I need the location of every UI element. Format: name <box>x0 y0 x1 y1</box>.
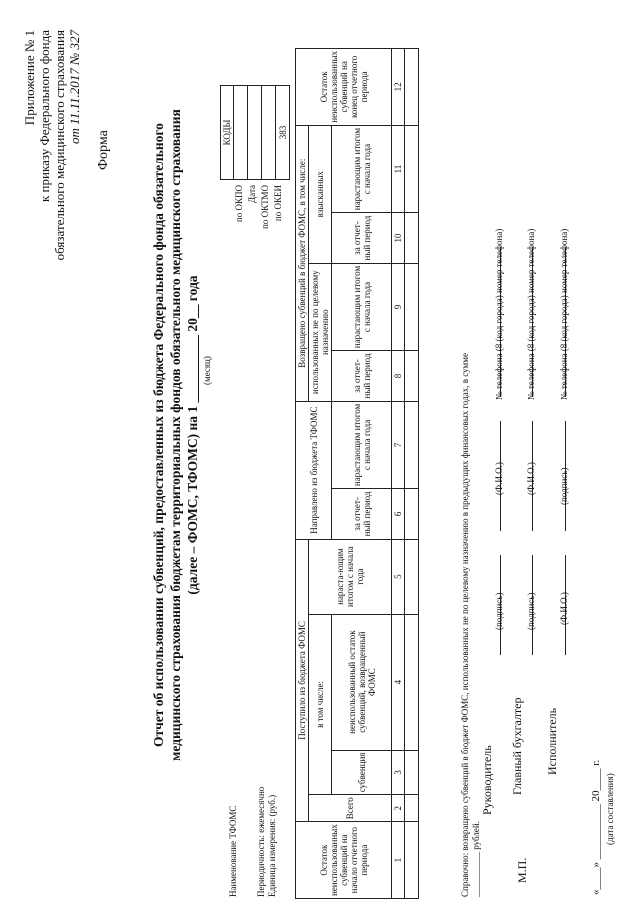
appendix-line-3: обязательного медицинского страхования <box>52 30 67 261</box>
code-oktmo-label: по ОКТМО <box>260 185 270 229</box>
code-okei-value: 383 <box>276 86 290 180</box>
cell <box>405 614 419 750</box>
accountant-signature-hint: (подпись) <box>526 592 536 630</box>
cell <box>405 263 419 351</box>
cell <box>405 795 419 822</box>
th-misused-period: за отчет-ный период <box>332 351 392 401</box>
codes-labels <box>233 185 285 265</box>
codes-header: КОДЫ <box>221 86 234 180</box>
cell <box>405 822 419 899</box>
executor-name-hint: (Ф.И.О.) <box>559 592 569 625</box>
code-date-value <box>248 86 262 180</box>
th-returned: Возвращено субвенций в бюджет ФОМС, в том числе: <box>296 125 309 401</box>
col-num-4: 4 <box>392 614 405 750</box>
th-sent: Направлено из бюджета ТФОМС <box>296 401 332 539</box>
cell <box>405 213 419 263</box>
th-balance-start: Остаток неиспользованных субвенций на начало отчетного периода <box>296 822 392 899</box>
th-sent-period: за отчет-ный период <box>332 489 392 539</box>
title-line-3: (далее – ФОМС, ТФОМС) на 1 __________ 20__ года <box>185 275 200 595</box>
th-received: Поступило из бюджета ФОМС <box>296 539 309 822</box>
col-num-12: 12 <box>392 49 405 126</box>
data-row <box>405 49 419 899</box>
accountant-name-hint: (Ф.И.О.) <box>526 462 536 495</box>
th-received-incl: в том числе: <box>309 614 332 795</box>
col-num-7: 7 <box>392 401 405 489</box>
code-okpo-value <box>234 86 248 180</box>
report-title <box>150 45 201 825</box>
head-label: Руководитель <box>480 745 494 815</box>
th-recovered-period: за отчет-ный период <box>332 213 392 263</box>
th-sent-cumulative: нарастающим итогом с начала года <box>332 401 392 489</box>
head-signature-hint: (подпись) <box>494 592 504 630</box>
th-recovered: взысканных <box>309 125 332 263</box>
col-num-11: 11 <box>392 125 405 213</box>
appendix-block <box>22 30 82 390</box>
code-date-label: Дата <box>247 185 257 203</box>
th-received-total: Всего <box>309 795 392 822</box>
column-number-row <box>392 49 405 899</box>
executor-label: Исполнитель <box>545 707 559 775</box>
col-num-6: 6 <box>392 489 405 539</box>
th-misused-cumulative: нарастающим итогом с начала года <box>332 263 392 351</box>
cell <box>405 489 419 539</box>
date-hint: (дата составления) <box>605 773 615 845</box>
cell <box>405 750 419 795</box>
executor-signature-hint: (подпись) <box>559 467 569 505</box>
appendix-line-4: от 11.11.2017 № 327 <box>67 30 82 144</box>
th-received-cumulative: нараста-ющим итогом с начала года <box>309 539 392 614</box>
month-hint: (месяц) <box>202 356 212 385</box>
appendix-line-1: Приложение № 1 <box>22 30 37 126</box>
col-num-5: 5 <box>392 539 405 614</box>
col-num-10: 10 <box>392 213 405 263</box>
cell <box>405 351 419 401</box>
code-oktmo-value <box>262 86 276 180</box>
th-recovered-cumulative: нарастающим итогом с начала года <box>332 125 392 213</box>
accountant-label: Главный бухгалтер <box>510 697 524 795</box>
executor-phone-hint: № телефона (8 (код города) номер телефона) <box>559 228 569 400</box>
cell <box>405 49 419 126</box>
th-balance-end: Остаток неиспользованных субвенций на конец отчетного периода <box>296 49 392 126</box>
col-num-2: 2 <box>392 795 405 822</box>
date-line: «____» __________ 20____ г. <box>590 759 602 895</box>
head-name-hint: (Ф.И.О.) <box>494 462 504 495</box>
code-okei-label: по ОКЕИ <box>273 185 283 222</box>
th-misused: использованных не по целевому назначению <box>309 263 332 401</box>
title-line-2: медицинского страхования бюджетам территориальных фондов обязательного медицинского страхования <box>168 109 183 761</box>
reference-note: Справочно: возвращено субвенций в бюджет ФОМС, использованных не по целевому назначению в предыдущих финансовых годах, в сумме __________ рублей. <box>460 353 481 897</box>
tfoms-name-label: Наименование ТФОМС <box>228 805 238 897</box>
codes-table <box>220 85 290 180</box>
form-label: Форма <box>96 130 111 170</box>
col-num-9: 9 <box>392 263 405 351</box>
code-okpo-label: по ОКПО <box>234 185 244 223</box>
stamp-label: М.П. <box>515 857 529 883</box>
head-phone-hint: № телефона (8 (код города) номер телефона) <box>494 228 504 400</box>
th-unused-returned: неиспользованный остаток субвенций, возвращенный ФОМС <box>332 614 392 750</box>
col-num-3: 3 <box>392 750 405 795</box>
cell <box>405 539 419 614</box>
unit-label: Единица измерения: (руб.) <box>267 794 277 897</box>
th-subvention: субвенция <box>332 750 392 795</box>
title-line-1: Отчет об использовании субвенций, предоставленных из бюджета Федерального фонда обязательного <box>151 123 166 747</box>
periodicity-label: Периодичность: ежемесячно <box>256 786 266 897</box>
report-table <box>295 48 419 899</box>
col-num-8: 8 <box>392 351 405 401</box>
col-num-1: 1 <box>392 822 405 899</box>
accountant-phone-hint: № телефона (8 (код города) номер телефона) <box>526 228 536 400</box>
cell <box>405 401 419 489</box>
appendix-line-2: к приказу Федерального фонда <box>37 30 52 203</box>
cell <box>405 125 419 213</box>
